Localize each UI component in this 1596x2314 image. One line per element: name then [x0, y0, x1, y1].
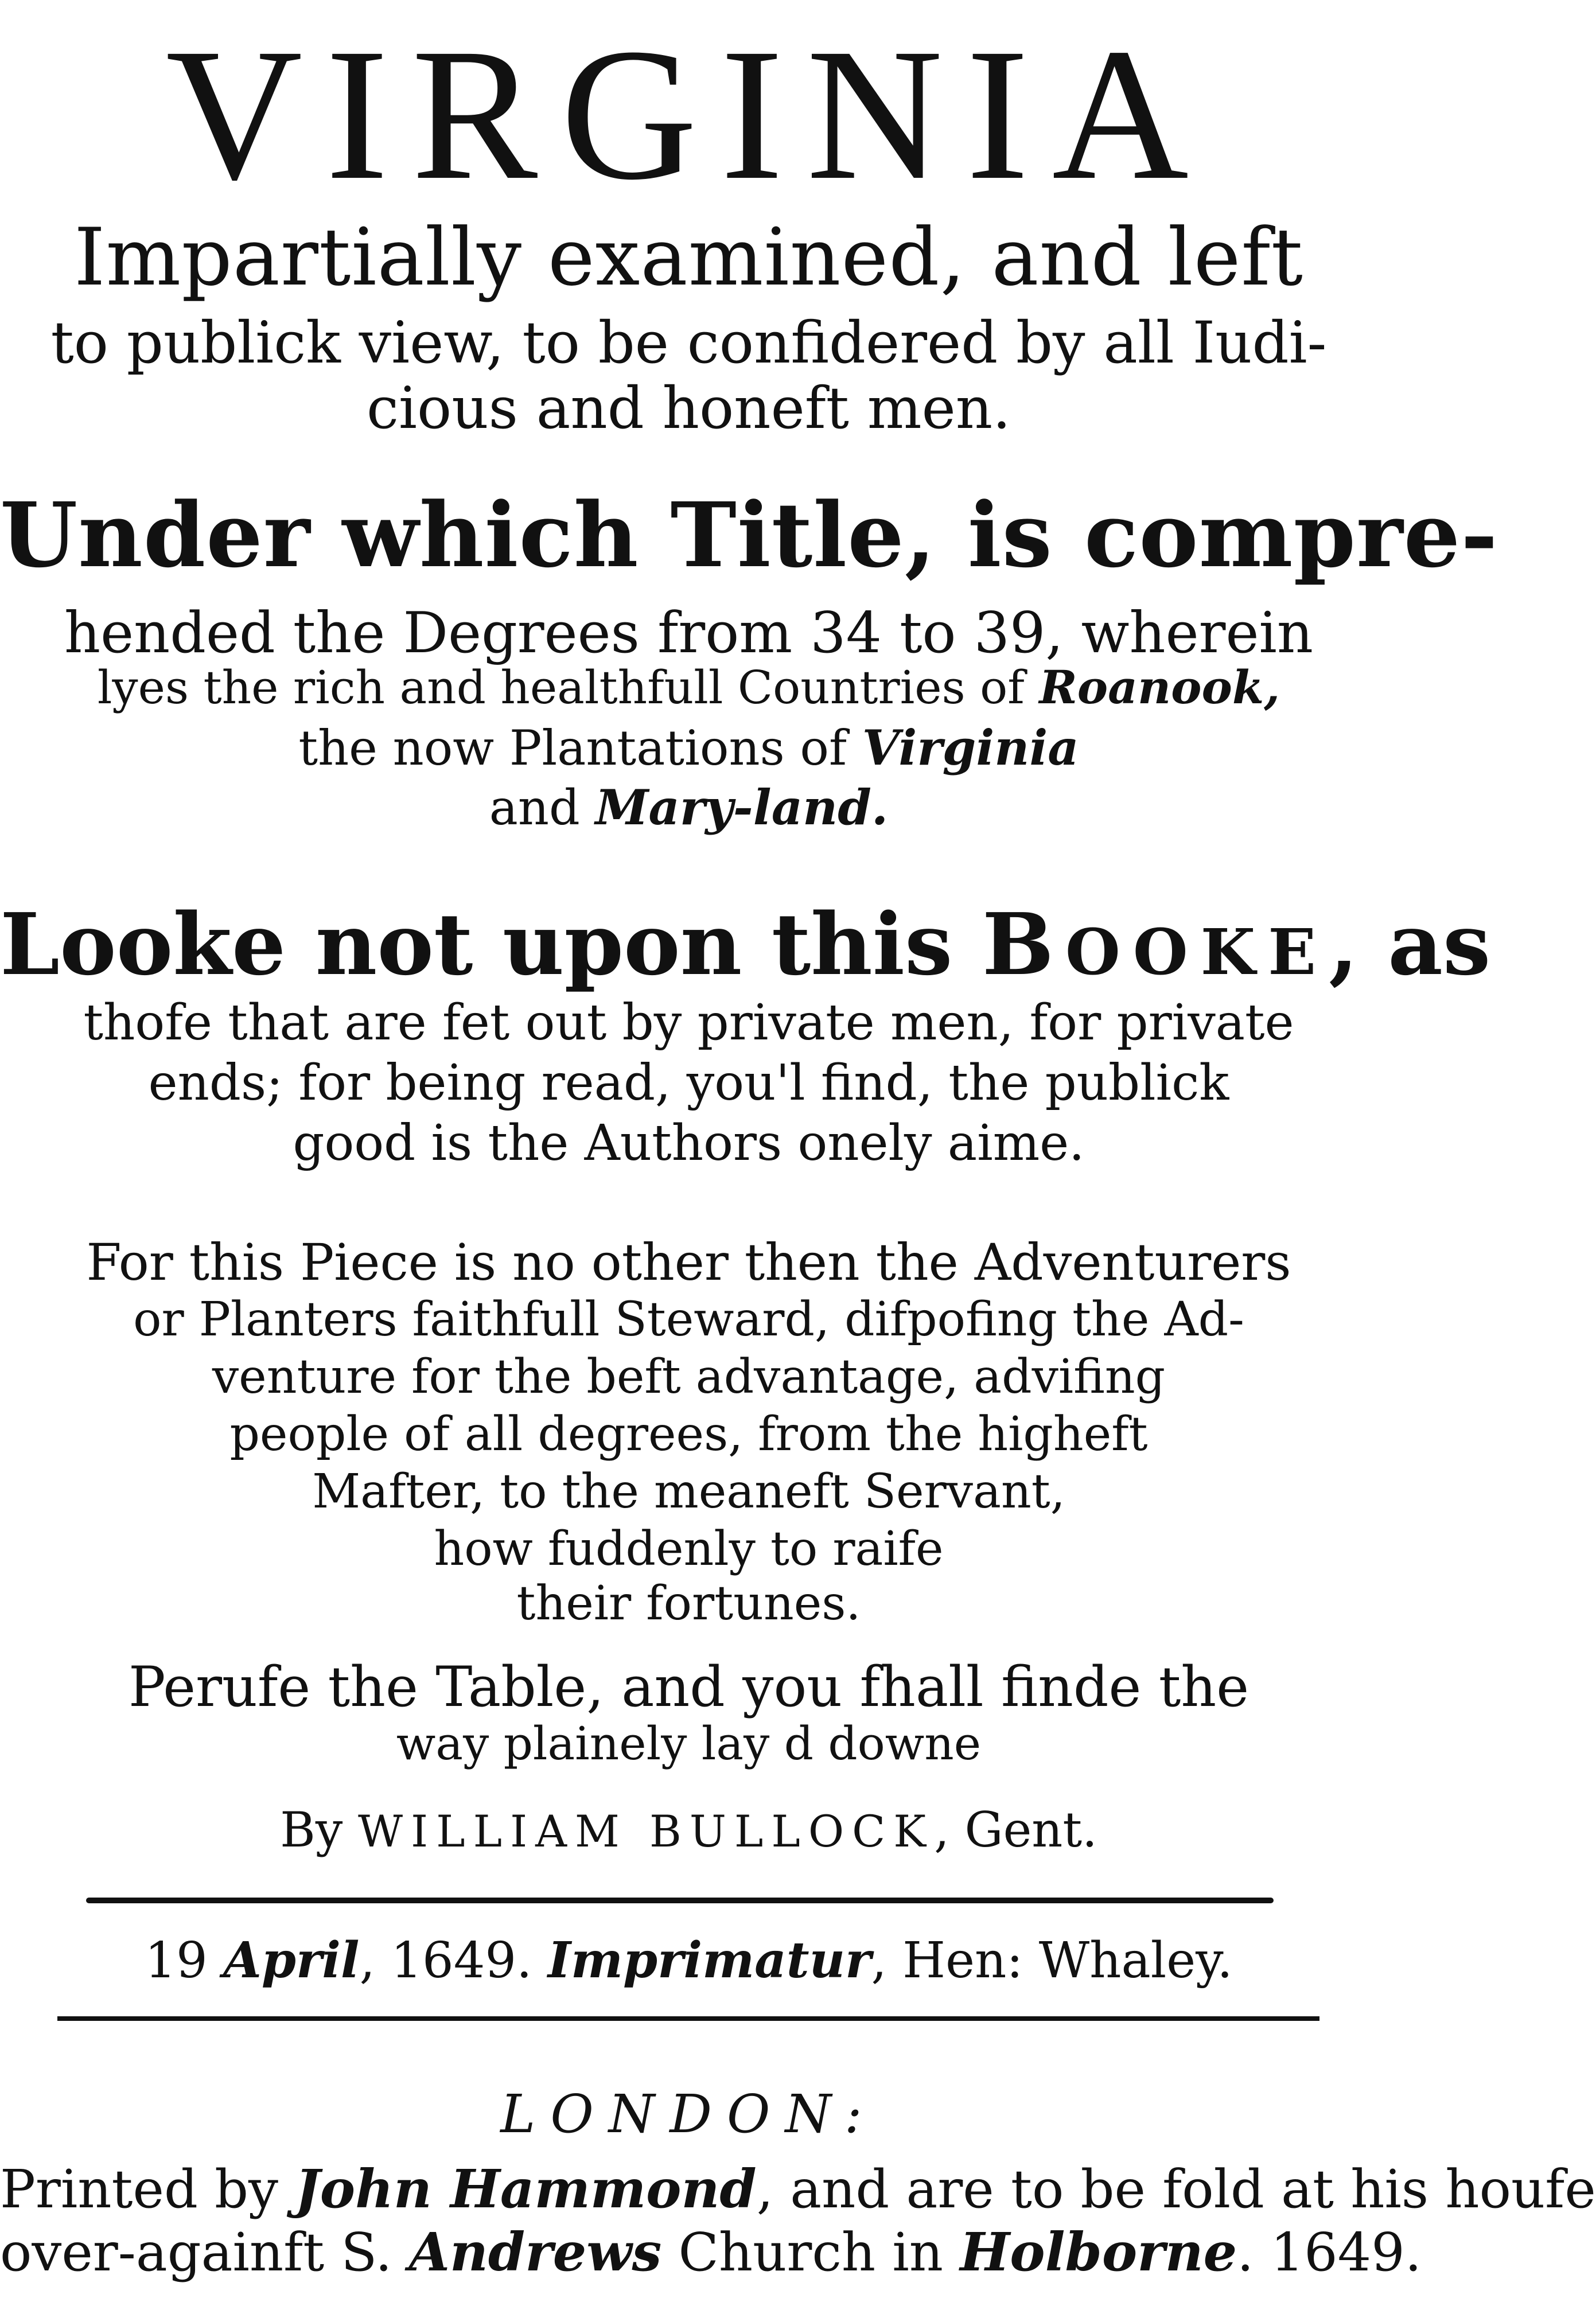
subtitle-line-3: cious and honeft men. — [367, 375, 1011, 442]
imprimatur-year: , 1649. — [359, 1932, 548, 1989]
roanook-name: Roanook, — [1039, 660, 1280, 714]
looke-line-4: good is the Authors onely aime. — [293, 1115, 1085, 1172]
bottom-rule — [57, 2016, 1319, 2021]
imprint-line-2-mid: Church in — [661, 2222, 960, 2283]
under-title-heading: Under which Title, is compre- — [0, 482, 1498, 587]
piece-line-1: For this Piece is no other then the Adventurers — [86, 1233, 1291, 1292]
under-title-line-4 — [0, 719, 1377, 776]
under-title-line-3 — [0, 660, 1377, 714]
imprint-line-2-end: . 1649. — [1237, 2222, 1422, 2283]
under-title-line-2: hended the Degrees from 34 to 39, wherein — [64, 601, 1313, 666]
author-suffix: , Gent. — [934, 1802, 1097, 1858]
piece-line-3: venture for the beft advantage, advifing — [212, 1350, 1166, 1404]
piece-line-2: or Planters faithfull Steward, difpofing the Ad- — [133, 1292, 1244, 1347]
piece-line-4: people of all degrees, from the higheft — [229, 1407, 1148, 1462]
imprint-line-2-start: over-againft S. — [0, 2222, 409, 2283]
place-name: Holborne — [960, 2221, 1237, 2283]
virginia-name: Virginia — [862, 719, 1079, 776]
author-prefix: By — [280, 1802, 359, 1858]
imprint-city: LONDON: — [500, 2083, 877, 2145]
printer-name: John Hammond — [295, 2158, 757, 2220]
church-name: Andrews — [408, 2221, 662, 2283]
imprimatur-line — [0, 1931, 1377, 1989]
piece-line-6: how fuddenly to raife — [434, 1522, 944, 1576]
looke-line-2: thofe that are fet out by private men, for private — [83, 994, 1294, 1051]
looke-heading-text: Looke not upon this — [0, 894, 982, 994]
subtitle-line-1: Impartially examined, and left — [74, 211, 1303, 303]
under-title-line-5-text: and — [489, 780, 595, 836]
maryland-name: Mary-land. — [595, 779, 889, 836]
imprimatur-day: 19 — [145, 1932, 224, 1989]
imprimatur-word: Imprimatur — [547, 1931, 871, 1989]
piece-line-5: Mafter, to the meaneft Servant, — [312, 1464, 1065, 1519]
booke-initial: B — [982, 894, 1065, 994]
subtitle-line-2: to publick view, to be confidered by all Iudi- — [50, 309, 1327, 376]
book-title: VIRGINIA — [165, 10, 1212, 219]
imprint-line-1-start: Printed by — [0, 2159, 295, 2220]
looke-heading-end: , as — [1329, 894, 1491, 994]
peruse-line-2: way plainely lay d downe — [396, 1717, 982, 1770]
under-title-line-5 — [0, 779, 1377, 836]
peruse-line-1: Perufe the Table, and you fhall finde the — [129, 1655, 1249, 1719]
under-title-line-3-text: lyes the rich and healthfull Countries of — [97, 661, 1040, 714]
top-rule — [86, 1898, 1274, 1903]
imprint-line-1 — [0, 2158, 1596, 2220]
piece-line-7: their fortunes. — [516, 1576, 861, 1631]
imprint-line-2 — [0, 2221, 1422, 2283]
booke-rest: OOKE — [1065, 915, 1329, 989]
imprimatur-licenser: , Hen: Whaley. — [871, 1932, 1233, 1989]
under-title-line-4-text: the now Plantations of — [298, 720, 862, 776]
imprint-line-1-end: , and are to be fold at his houfe — [756, 2159, 1596, 2220]
imprimatur-month: April — [223, 1931, 360, 1989]
looke-heading — [0, 894, 1491, 994]
author-line — [0, 1802, 1377, 1858]
author-name: WILLIAM BULLOCK — [358, 1806, 935, 1857]
looke-line-3: ends; for being read, you'l find, the publick — [148, 1054, 1229, 1112]
